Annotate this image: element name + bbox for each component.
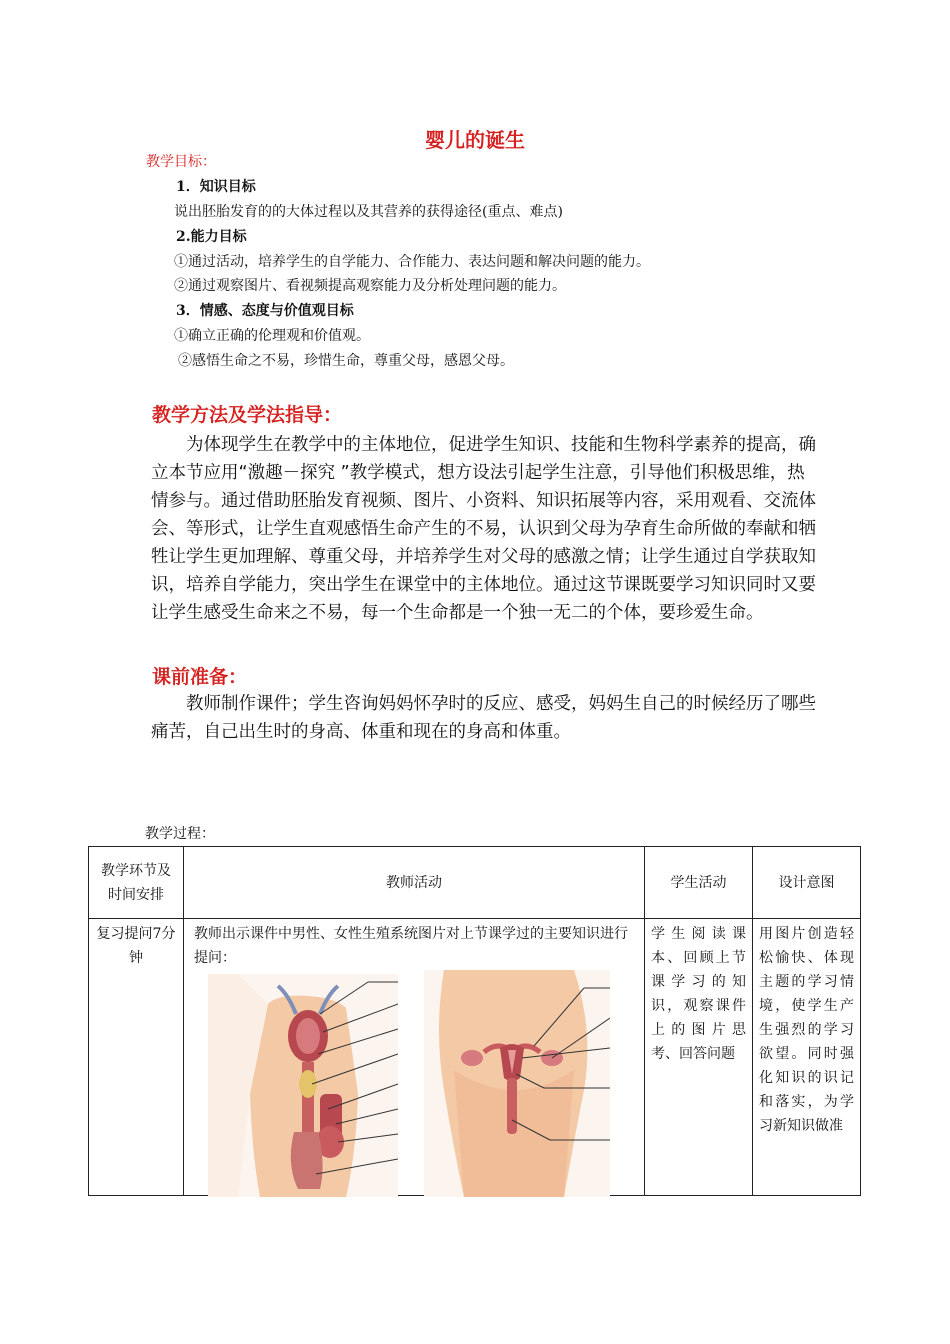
header-stage: 教学环节及时间安排 bbox=[89, 847, 184, 919]
header-student: 学生活动 bbox=[645, 847, 753, 919]
emotion-heading: 3．情感、态度与价值观目标 bbox=[176, 303, 354, 319]
ability-item-2: ②通过观察图片、看视频提高观察能力及分析处理问题的能力。 bbox=[174, 278, 566, 294]
process-label: 教学过程： bbox=[145, 826, 215, 842]
methods-text: 为体现学生在教学中的主体地位，促进学生知识、技能和生物科学素养的提高，确立本节应用“激趣－探究 ”教学模式，想方设法引起学生注意，引导他们积极思维，热情参与。通过借助胚胎发育视频、图片、小资料、知识拓展等内容，采用观看、交流体会、等形式，让学生直观感悟生命产生的不易，认识到父母为孕育生命所做的奉献和牺牲让学生更加理解、尊重父母，并培养学生对父母的感激之情；让学生通过自学获取知识，培养自学能力，突出学生在课堂中的主体地位。通过这节课既要学习知识同时又要让学生感受生命来之不易，每一个生命都是一个独一无二的个体，要珍爱生命。 bbox=[151, 435, 816, 623]
page-title: 婴儿的诞生 bbox=[425, 128, 525, 152]
ability-heading: 2.能力目标 bbox=[176, 229, 247, 245]
female-reproductive-image bbox=[424, 970, 610, 1197]
row1-stage: 复习提问7分钟 bbox=[89, 919, 184, 1196]
ability-item-1: ①通过活动，培养学生的自学能力、合作能力、表达问题和解决问题的能力。 bbox=[174, 254, 650, 270]
preparation-heading: 课前准备： bbox=[152, 666, 248, 688]
methods-heading: 教学方法及学法指导： bbox=[152, 404, 343, 426]
header-intent: 设计意图 bbox=[753, 847, 861, 919]
header-teacher: 教师活动 bbox=[184, 847, 645, 919]
methods-paragraph bbox=[151, 431, 821, 627]
table-header-row bbox=[89, 847, 861, 919]
row1-student: 学生阅读课本、回顾上节课学习的知识，观察课件上的图片思考、回答问题 bbox=[645, 919, 753, 1196]
preparation-text: 教师制作课件；学生咨询妈妈怀孕时的反应、感受，妈妈生自己的时候经历了哪些痛苦，自己出生时的身高、体重和现在的身高和体重。 bbox=[151, 694, 816, 742]
emotion-item-1: ①确立正确的伦理观和价值观。 bbox=[174, 328, 370, 344]
male-reproductive-image bbox=[208, 974, 398, 1197]
preparation-paragraph bbox=[151, 690, 821, 746]
row1-intent: 用图片创造轻松愉快、体现主题的学习情境，使学生产生强烈的学习欲望。同时强化知识的识记和落实，为学习新知识做准 bbox=[753, 919, 861, 1196]
female-diagram-svg bbox=[424, 970, 610, 1197]
objectives-heading: 教学目标： bbox=[146, 154, 216, 170]
knowledge-heading: 1．知识目标 bbox=[176, 179, 256, 195]
emotion-item-2: ②感悟生命之不易，珍惜生命，尊重父母，感恩父母。 bbox=[178, 353, 514, 369]
male-diagram-svg bbox=[208, 974, 398, 1197]
knowledge-text: 说出胚胎发育的的大体过程以及其营养的获得途径(重点、难点) bbox=[174, 204, 563, 220]
row1-teacher-text: 教师出示课件中男性、女性生殖系统图片对上节课学过的主要知识进行提问： bbox=[194, 926, 628, 966]
